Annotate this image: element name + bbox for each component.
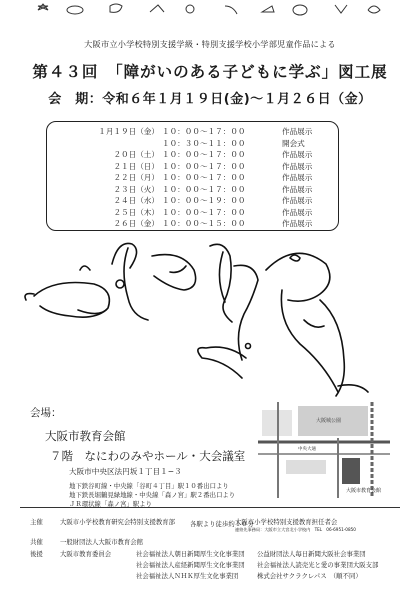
schedule-time: １０：００〜１７：００ xyxy=(162,207,246,217)
schedule-event: 作品展示 xyxy=(282,219,313,228)
schedule-event: 開会式 xyxy=(282,138,305,148)
schedule-event: 作品展示 xyxy=(282,196,313,205)
supporter: 社会福祉法人読売光と愛の事業団大阪支部 xyxy=(257,561,379,569)
schedule-date: ２５日（木） xyxy=(113,207,159,217)
schedule-time: １０：００〜１９：００ xyxy=(162,196,246,205)
schedule-time: １０：００〜１７：００ xyxy=(162,161,246,171)
schedule-row xyxy=(46,195,337,206)
schedule-event: 作品展示 xyxy=(282,184,313,194)
schedule-date: ２３日（火） xyxy=(113,184,159,194)
schedule-event: 作品展示 xyxy=(282,127,313,136)
access-line: 地下鉄長堀鶴見緑地線・中央線「森ノ宮」駅２番出口より xyxy=(69,491,236,499)
doodle-border-drawing xyxy=(0,0,420,36)
schedule-row xyxy=(46,184,337,195)
schedule-row xyxy=(46,207,337,218)
supporter: 大阪市教育委員会 xyxy=(60,550,112,558)
access-line: 地下鉄谷町線・中央線「谷町４丁目」駅１０番出口より xyxy=(69,482,229,490)
walk-time: 各駅より徒歩約１０分 xyxy=(190,520,254,528)
schedule-time: １０：００〜１７：００ xyxy=(162,173,246,182)
schedule-row xyxy=(46,138,337,149)
supporter: 社会福祉法人ＮＨＫ厚生文化事業団 xyxy=(136,572,239,580)
exhibition-period: 会 期：令和６年１月１９日(金)〜１月２６日（金） xyxy=(48,92,372,107)
supporter: 公益財団法人毎日新聞大阪社会事業団 xyxy=(257,550,366,558)
schedule-row xyxy=(46,126,337,137)
schedule-time: １０：００〜１７：００ xyxy=(162,184,246,194)
divider xyxy=(20,507,400,508)
venue-address: 大阪市中央区法円坂１丁目１−３ xyxy=(69,467,182,476)
supporter: 株式会社サクラクレパス （順不同） xyxy=(257,572,362,580)
schedule-time: １０：３０〜１１：００ xyxy=(162,138,246,148)
schedule-event: 作品展示 xyxy=(282,207,313,217)
map-label-venue: 大阪市教育会館 xyxy=(346,488,382,494)
sponsor-label: 主催 xyxy=(30,518,43,526)
schedule-time: １０：００〜１７：００ xyxy=(162,127,246,136)
schedule-row xyxy=(46,161,337,172)
sponsor-2: 大阪市小学校特別支援教育担任者会 xyxy=(235,518,338,526)
sponsor: 大阪市小学校教育研究会特別支援教育部 xyxy=(60,518,176,526)
schedule-time: １０：００〜１７：００ xyxy=(162,150,246,159)
venue-floor: ７階 なにわのみやホール・大会議室 xyxy=(50,449,246,463)
schedule-row xyxy=(46,172,337,183)
map-label-road: 中央大通 xyxy=(298,447,316,452)
page-title: 第４３回 「障がいのある子どもに学ぶ」図工展 xyxy=(32,63,388,81)
cosponsor: 一般財団法人大阪市教育会館 xyxy=(60,538,144,546)
supporter: 社会福祉法人産経新聞厚生文化事業団 xyxy=(136,561,245,569)
schedule-row xyxy=(46,149,337,160)
schedule-date: １月１９日（金） xyxy=(98,127,159,136)
map-label-park: 大阪城公園 xyxy=(316,418,342,424)
schedule-event: 作品展示 xyxy=(282,150,313,159)
childrens-drawing-illustration xyxy=(20,236,385,401)
supporter: 社会福祉法人朝日新聞厚生文化事業団 xyxy=(136,550,245,558)
access-map xyxy=(258,402,390,498)
schedule-row xyxy=(46,218,337,229)
schedule-event: 作品展示 xyxy=(282,173,313,182)
access-line: ＪＲ環状線「森ノ宮」駅より xyxy=(69,500,153,508)
cosponsor-label: 共催 xyxy=(30,538,43,546)
schedule-date: ２０日（土） xyxy=(113,150,159,159)
schedule-time: １０：００〜１５：００ xyxy=(162,219,246,228)
schedule-date: ２１日（日） xyxy=(113,161,159,171)
schedule-event: 作品展示 xyxy=(282,161,313,171)
lead-line: 大阪市立小学校特別支援学級・特別支援学校小学部児童作品による xyxy=(84,39,336,49)
schedule-date: ２４日（水） xyxy=(113,196,159,205)
map-venue-marker xyxy=(342,458,360,484)
venue-name: 大阪市教育会館 xyxy=(45,429,126,443)
contact-line: 連絡先事務局：大阪市立大宮北小学校内 TEL 06-6951-0850 xyxy=(235,527,356,532)
supporters-label: 後援 xyxy=(30,550,43,558)
schedule-date: ２６日（金） xyxy=(113,219,159,228)
schedule-date: ２２日（月） xyxy=(113,173,159,182)
venue-label: 会場： xyxy=(30,407,62,419)
